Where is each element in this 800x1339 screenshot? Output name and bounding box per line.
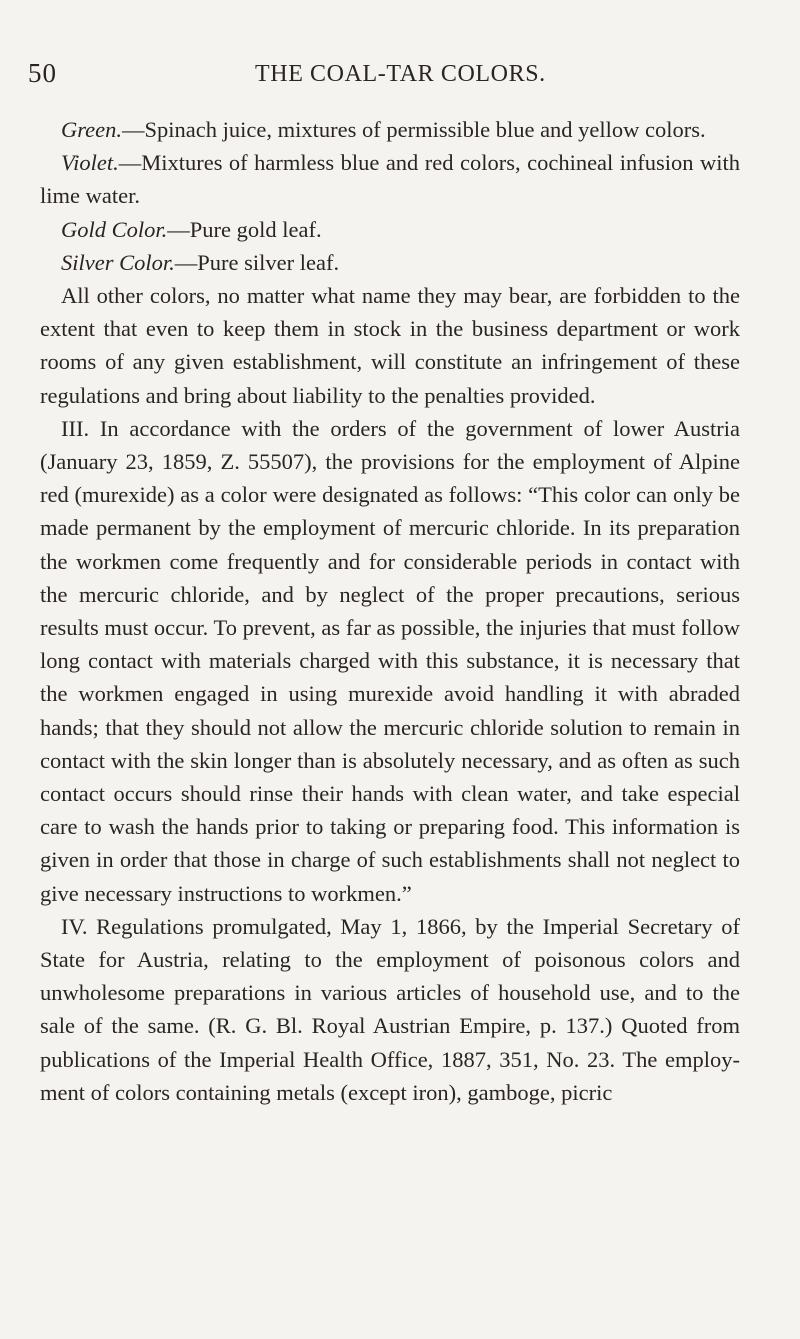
paragraph-section-iii: III. In accordance with the orders of the government of lower Austria (January 23, 1859, Z. 55507), the provisions for the employment of Alpine red (murexide) as a color were designated as follows: “This color can only be made permanent by the employment of mercuric chloride. In its preparation the workmen come frequently and for considerable periods in contact with the mercuric chloride, and by neglect of the proper precautions, serious results must occur. To prevent, as far as possible, the injuries that must follow long contact with materials charged with this substance, it is necessary that the workmen engaged in using murexide avoid handling it with abraded hands; that they should not allow the mercuric chloride solution to remain in contact with the skin longer than is absolutely necessary, and as often as such contact occurs should rinse their hands with clean water, and take especial care to wash the hands prior to taking or preparing food. This information is given in order that those in charge of such establishments shall not neglect to give necessary instructions to workmen.” <box>40 415 740 906</box>
entry-term: Silver Color. <box>61 249 175 275</box>
entry-text: —Pure silver leaf. <box>174 249 340 275</box>
entry-green <box>40 113 740 146</box>
entry-gold-color <box>40 213 740 246</box>
entry-term: Green. <box>61 117 123 142</box>
entry-term: Violet. <box>61 150 119 176</box>
running-title: THE COAL-TAR COLORS. <box>255 61 546 87</box>
paragraph-other-colors: All other colors, no matter what name they may bear, are forbidden to the extent that even to keep them in stock in the business department or work rooms of any given establishment, will constitute an infringement of these regulations and bring about liability to the penalties provided. <box>40 283 740 408</box>
body-text <box>40 113 740 1109</box>
entry-text: —Spinach juice, mixtures of permissible blue and yellow colors. <box>122 117 706 142</box>
entry-text: —Mixtures of harmless blue and red colors, cochineal infusion with lime water. <box>40 150 740 209</box>
entry-violet <box>40 146 740 212</box>
entry-text: —Pure gold leaf. <box>167 216 322 242</box>
entry-silver-color <box>40 246 740 279</box>
page-number: 50 <box>28 58 57 88</box>
running-head <box>28 58 760 98</box>
paragraph-section-iv: IV. Regulations promulgated, May 1, 1866, by the Imperial Secretary of State for Austria, relating to the employment of poisonous colors and unwholesome preparations in various articles of household use, and to the sale of the same. (R. G. Bl. Royal Austrian Empire, p. 137.) Quoted from publications of the Imperial Health Office, 1887, 351, No. 23. The employment of colors containing metals (except iron), gamboge, picric <box>40 913 740 1105</box>
entry-term: Gold Color. <box>61 216 168 242</box>
